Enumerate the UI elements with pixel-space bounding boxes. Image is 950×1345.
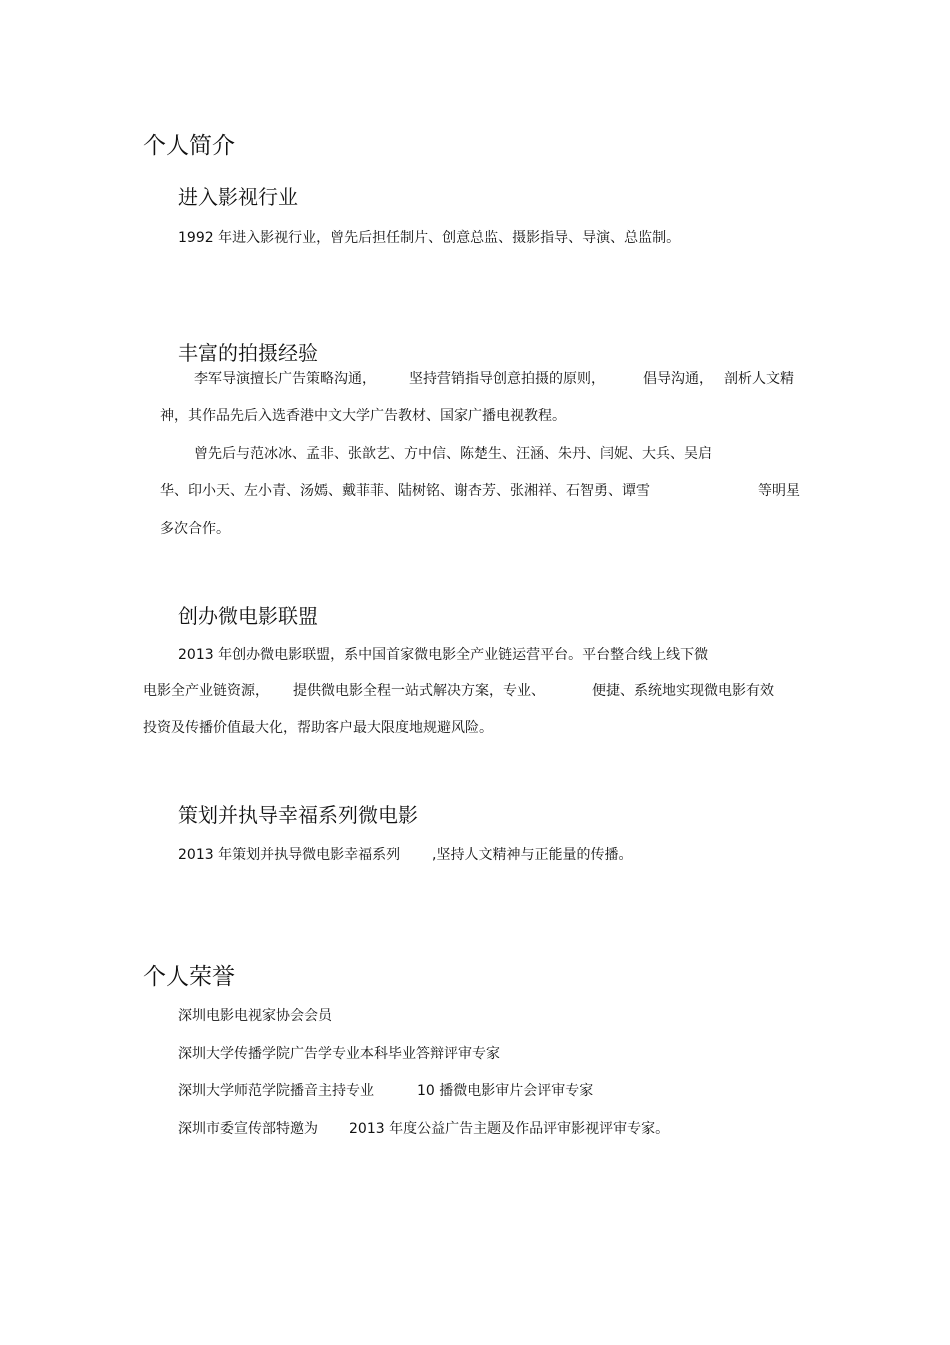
alliance-line2-seg1: 电影全产业链资源， — [143, 683, 269, 699]
paragraph-enter-industry: 1992 年进入影视行业，曾先后担任制片、创意总监、摄影指导、导演、总监制。 — [178, 230, 681, 246]
experience-line2: 神，其作品先后入选香港中文大学广告教材、国家广播电视教程。 — [160, 408, 566, 424]
honor-item-4-seg2: 2013 年度公益广告主题及作品评审影视评审专家。 — [349, 1121, 670, 1137]
experience-line1-seg4: 剖析人文精 — [724, 371, 794, 387]
experience-collab-line3: 多次合作。 — [160, 521, 230, 537]
alliance-line1: 2013 年创办微电影联盟，系中国首家微电影全产业链运营平台。平台整合线上线下微 — [178, 647, 709, 663]
happiness-line-seg1: 2013 年策划并执导微电影幸福系列 — [178, 847, 401, 863]
section-title-profile: 个人简介 — [143, 133, 235, 159]
honor-item-4-seg1: 深圳市委宣传部特邀为 — [178, 1121, 318, 1137]
experience-line1-seg1: 李军导演擅长广告策略沟通， — [194, 371, 376, 387]
honor-item-3-seg1: 深圳大学师范学院播音主持专业 — [178, 1083, 374, 1099]
happiness-line-seg2: ,坚持人文精神与正能量的传播。 — [432, 847, 633, 863]
alliance-line3: 投资及传播价值最大化，帮助客户最大限度地规避风险。 — [143, 720, 493, 736]
experience-collab-line2-tail: 等明星 — [758, 483, 800, 499]
alliance-line2-seg3: 便捷、系统地实现微电影有效 — [592, 683, 774, 699]
experience-collab-line1: 曾先后与范冰冰、孟非、张歆艺、方中信、陈楚生、汪涵、朱丹、闫妮、大兵、吴启 — [194, 446, 712, 462]
subsection-heading-experience: 丰富的拍摄经验 — [178, 341, 318, 365]
honor-item-2: 深圳大学传播学院广告学专业本科毕业答辩评审专家 — [178, 1046, 500, 1062]
alliance-line2-seg2: 提供微电影全程一站式解决方案，专业、 — [293, 683, 545, 699]
subsection-heading-happiness: 策划并执导幸福系列微电影 — [178, 803, 418, 827]
subsection-heading-enter-industry: 进入影视行业 — [178, 185, 298, 209]
honor-item-3-seg2: 10 播微电影审片会评审专家 — [417, 1083, 594, 1099]
section-title-honors: 个人荣誉 — [143, 964, 235, 990]
honor-item-1: 深圳电影电视家协会会员 — [178, 1008, 332, 1024]
experience-collab-line2: 华、印小天、左小青、汤嫣、戴菲菲、陆树铭、谢杏芳、张湘祥、石智勇、谭雪 — [160, 483, 650, 499]
experience-line1-seg2: 坚持营销指导创意拍摄的原则， — [409, 371, 605, 387]
experience-line1-seg3: 倡导沟通， — [643, 371, 713, 387]
subsection-heading-alliance: 创办微电影联盟 — [178, 604, 318, 628]
